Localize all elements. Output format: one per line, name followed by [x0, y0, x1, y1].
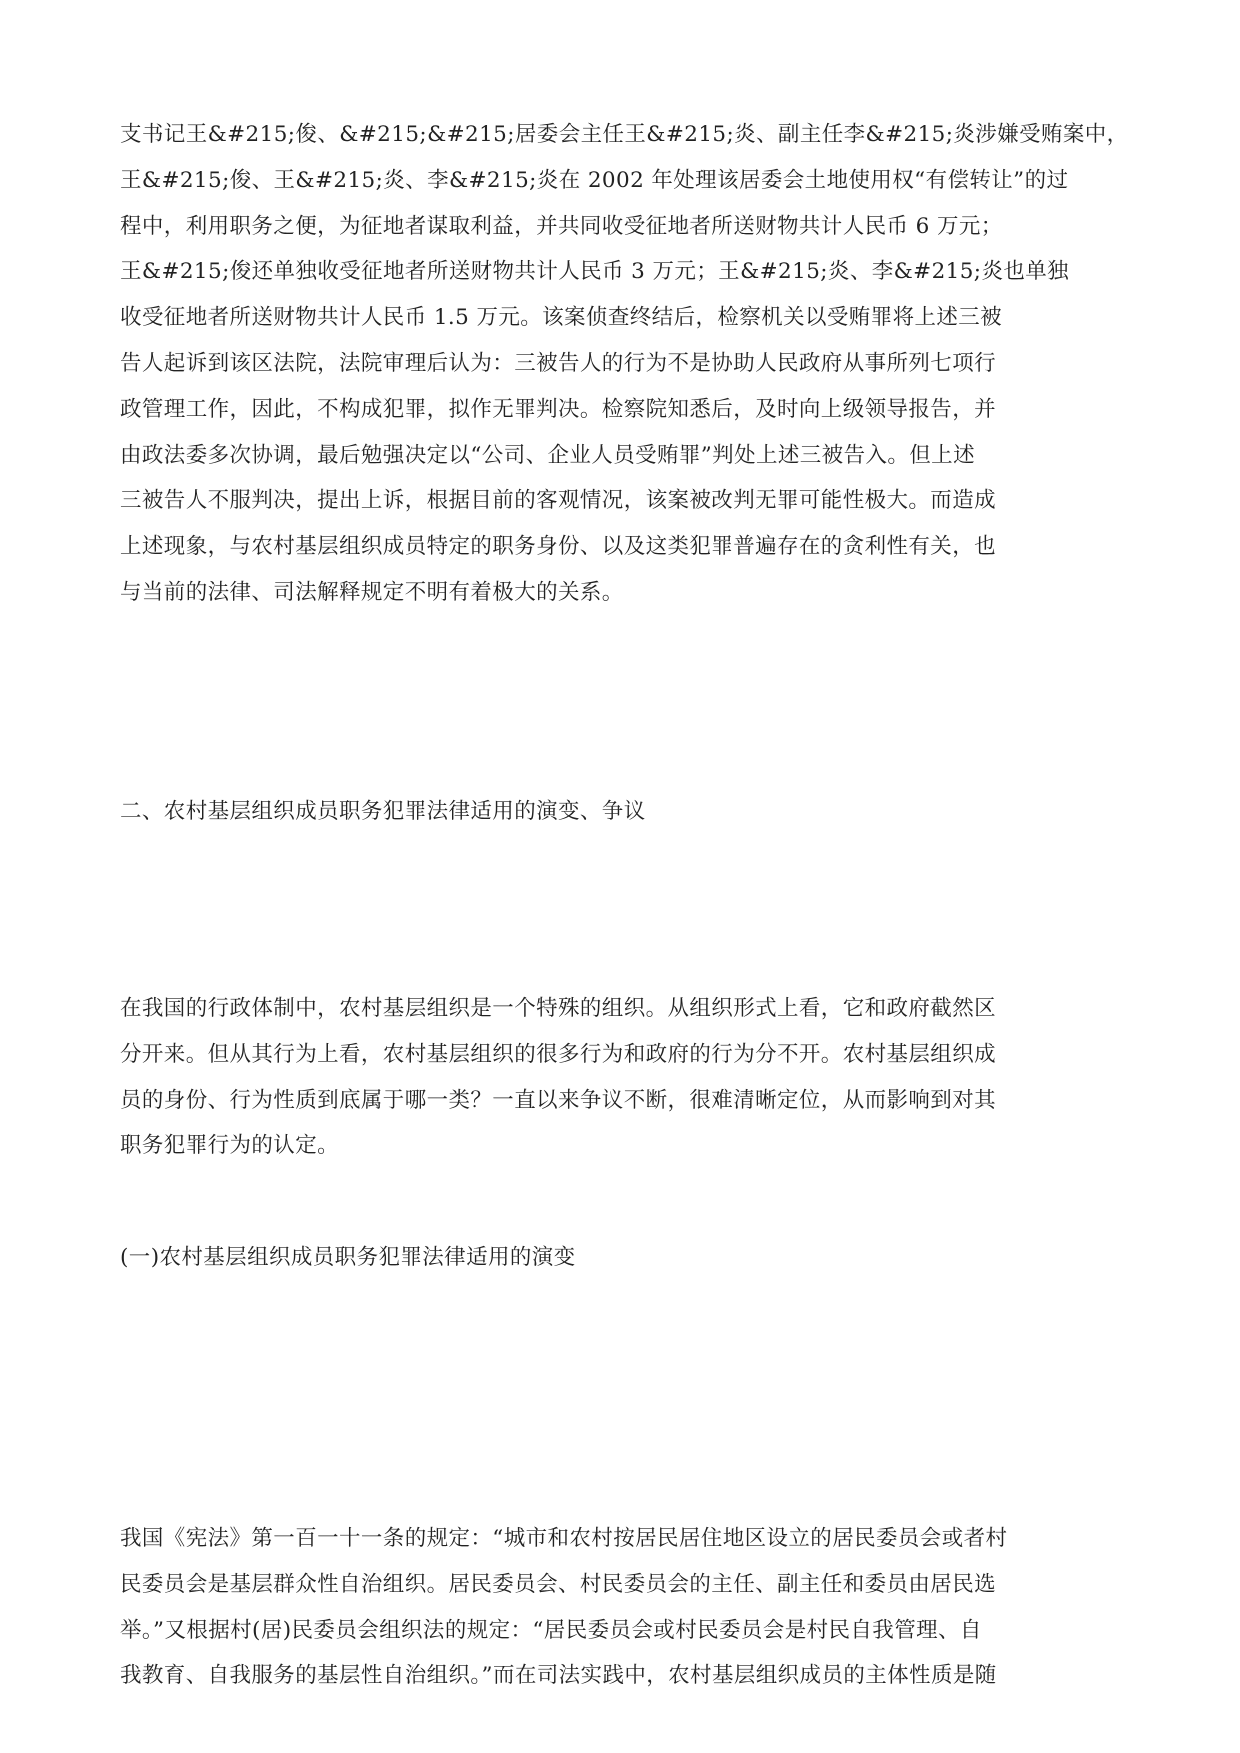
paragraph-line: 程中，利用职务之便，为征地者谋取利益，并共同收受征地者所送财物共计人民币 6 万元；: [120, 213, 1003, 239]
paragraph-line: 支书记王&#215;俊、&#215;&#215;居委会主任王&#215;炎、副主任李&#215;炎涉嫌受贿案中，: [120, 122, 1129, 147]
paragraph-line: 王&#215;俊、王&#215;炎、李&#215;炎在 2002 年处理该居委会土地使用权“有偿转让”的过: [120, 167, 1069, 193]
paragraph-line: 收受征地者所送财物共计人民币 1.5 万元。该案侦查终结后，检察机关以受贿罪将上述三被: [120, 305, 1003, 331]
paragraph-line: 举。”又根据村(居)民委员会组织法的规定：“居民委员会或村民委员会是村民自我管理、自: [120, 1617, 982, 1643]
subsection-heading-text: (一)农村基层组织成员职务犯罪法律适用的演变: [120, 1245, 576, 1270]
paragraph-line: 分开来。但从其行为上看，农村基层组织的很多行为和政府的行为分不开。农村基层组织成: [120, 1041, 997, 1067]
subsection-heading: [120, 1235, 1130, 1281]
paragraph-line: 与当前的法律、司法解释规定不明有着极大的关系。: [120, 579, 624, 605]
section-heading-text: 二、农村基层组织成员职务犯罪法律适用的演变、争议: [120, 799, 646, 824]
paragraph-line: 王&#215;俊还单独收受征地者所送财物共计人民币 3 万元；王&#215;炎、李&#215;炎也单独: [120, 259, 1070, 285]
paragraph-line: 政管理工作，因此，不构成犯罪，拟作无罪判决。检察院知悉后，及时向上级领导报告，并: [120, 396, 997, 422]
paragraph-line: 告人起诉到该区法院，法院审理后认为：三被告人的行为不是协助人民政府从事所列七项行: [120, 350, 997, 376]
paragraph-constitution: [120, 1516, 1130, 1699]
paragraph-line: 员的身份、行为性质到底属于哪一类？一直以来争议不断，很难清晰定位，从而影响到对其: [120, 1087, 997, 1113]
paragraph-line: 我教育、自我服务的基层性自治组织。”而在司法实践中，农村基层组织成员的主体性质是随: [120, 1663, 997, 1689]
paragraph-line: 我国《宪法》第一百一十一条的规定：“城市和农村按居民居住地区设立的居民委员会或者村: [120, 1526, 1008, 1551]
paragraph-line: 在我国的行政体制中，农村基层组织是一个特殊的组织。从组织形式上看，它和政府截然区: [120, 996, 997, 1021]
paragraph-line: 职务犯罪行为的认定。: [120, 1133, 340, 1159]
paragraph-line: 上述现象，与农村基层组织成员特定的职务身份、以及这类犯罪普遍存在的贪利性有关，也: [120, 534, 997, 560]
paragraph-case-description: [120, 112, 1130, 616]
paragraph-administrative-system: [120, 986, 1130, 1169]
paragraph-line: 民委员会是基层群众性自治组织。居民委员会、村民委员会的主任、副主任和委员由居民选: [120, 1571, 997, 1597]
paragraph-line: 由政法委多次协调，最后勉强决定以“公司、企业人员受贿罪”判处上述三被告入。但上述: [120, 442, 975, 468]
paragraph-line: 三被告人不服判决，提出上诉，根据目前的客观情况，该案被改判无罪可能性极大。而造成: [120, 488, 997, 514]
section-heading: [120, 789, 1130, 835]
